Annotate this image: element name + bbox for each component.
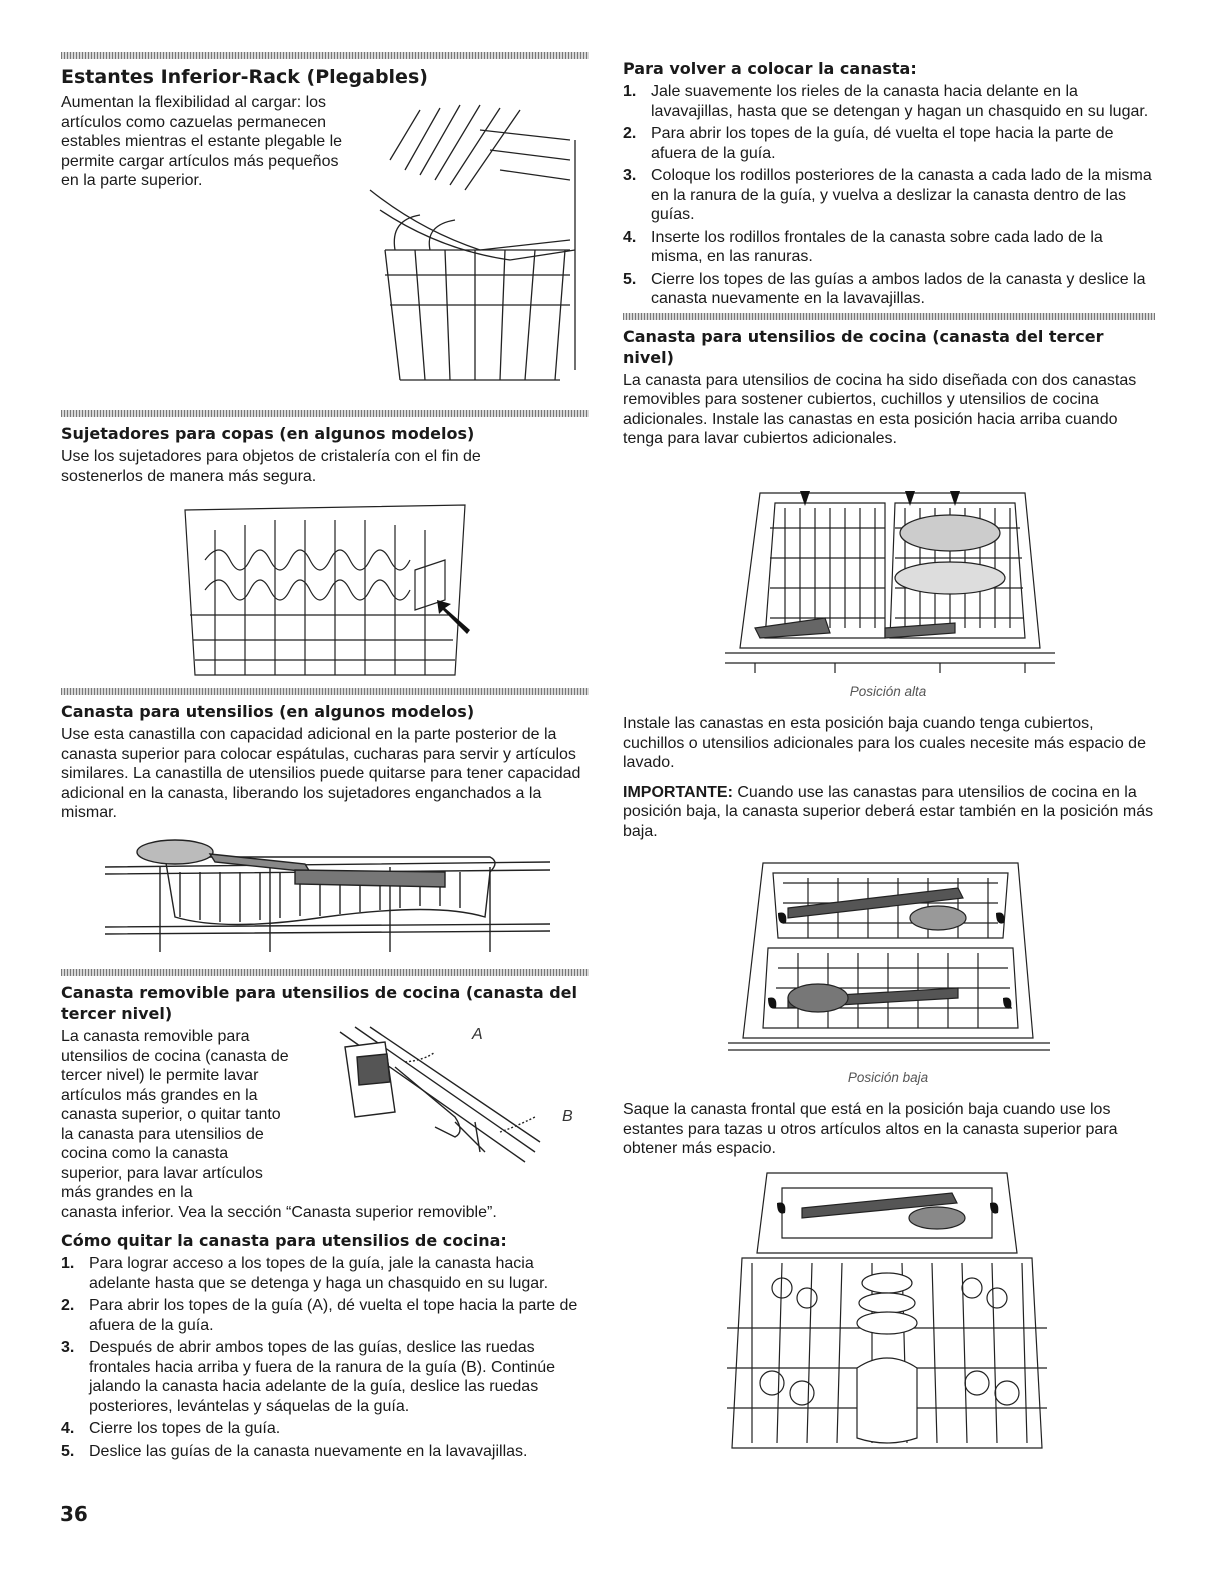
right-column-sec2-end [623,1070,1155,1159]
subsection-title: Cómo quitar la canasta para utensilios de cocina: [61,1231,507,1250]
right-column [623,58,1155,449]
section-body: Use los sujetadores para objetos de cristalería con el fin de sostenerlos de manera más segura. [61,448,481,485]
section-title: Para volver a colocar la canasta: [623,59,917,78]
section-body-wrapped: La canasta removible para utensilios de cocina (canasta de tercer nivel) le permite lavar artículos más grandes en la canasta superior, o quitar tanto la canasta para utensilios de cocina como la canasta superior, para lavar artículos más grandes en la [61,1028,289,1201]
left-column-sec3 [61,688,589,823]
section-rule [623,313,1155,320]
replace-steps-list [623,82,1155,309]
list-item: 2. Para abrir los topes de la guía, dé vuelta el tope hacia la parte de afuera de la guía. [623,125,1114,162]
section-rule [61,688,589,695]
list-item: 3. Coloque los rodillos posteriores de la canasta a cada lado de la misma en la ranura de la guía, y vuelva a deslizar la canasta dentro de las guías. [623,167,1152,223]
cup-clips-rack-illustration [175,500,475,680]
utensil-basket-illustration [105,832,550,957]
section-body: Aumentan la flexibilidad al cargar: los artículos como cazuelas permanecen estables mientras el estante plegable le permite cargar artículos más pequeños en la parte superior. [61,94,343,189]
section-rule [61,410,589,417]
left-column-sec2 [61,410,589,486]
section-rule [61,52,589,59]
list-item: 4. Inserte los rodillos frontales de la canasta sobre cada lado de la misma, en las ranuras. [623,228,1103,265]
section-title: Sujetadores para copas (en algunos modelos) [61,424,475,443]
list-item: 1. Para lograr acceso a los topes de la guía, jale la canasta hacia adelante hasta que se detenga y haga un chasquido en su lugar. [61,1255,549,1292]
page-number: 36 [60,1502,88,1526]
section-body: Use esta canastilla con capacidad adicional en la parte posterior de la canasta superior para colocar espátulas, cucharas para servir y artículos similares. La canastilla de utensilios puede quitarse para tener capacidad adicional en la canasta, liberando los sujetadores enganchados a la mismar. [61,726,581,821]
section-body: Saque la canasta frontal que está en la posición baja cuando use los estantes para tazas u otros artículos altos en la canasta superior para obtener más espacio. [623,1101,1118,1157]
cutlery-basket-low-illustration [728,858,1050,1058]
section-title: Canasta para utensilios de cocina (canasta del tercer nivel) [623,326,1104,367]
right-column-sec2-cont [623,684,1155,841]
section-title: Canasta removible para utensilios de cocina (canasta del tercer nivel) [61,983,577,1023]
list-item: 5. Deslice las guías de la canasta nuevamente en la lavavajillas. [61,1442,528,1460]
important-text: Cuando use las canastas para utensilios de cocina en la posición baja, la canasta superior deberá estar también en la posición más baja. [623,783,1154,840]
figure-caption: Posición baja [847,1070,929,1085]
important-note [623,783,1155,842]
list-item: 5. Cierre los topes de las guías a ambos lados de la canasta y deslice la canasta nuevamente en la lavavajillas. [623,270,1146,307]
guide-stop-illustration [335,1022,545,1172]
label-b: B [562,1108,573,1125]
cutlery-basket-high-illustration [725,488,1055,678]
label-a: A [472,1026,483,1043]
section-title: Canasta para utensilios (en algunos modelos) [61,702,475,721]
section-title: Estantes Inferior-Rack (Plegables) [61,66,428,88]
list-item: 3. Después de abrir ambos topes de las guías, deslice las ruedas frontales hacia arriba y fuera de la ranura de la guía (B). Continúe jalando la canasta hacia adelante de la guía, deslice las ruedas posteriores, levántelas y sáquelas de la guía. [61,1339,556,1415]
removal-steps-list [61,1254,589,1461]
figure-caption: Posición alta [849,684,927,699]
list-item: 2. Para abrir los topes de la guía (A), dé vuelta el tope hacia la parte de afuera de la guía. [61,1297,578,1334]
section-body: Instale las canastas en esta posición baja cuando tenga cubiertos, cuchillos o utensilios adicionales para los cuales necesite más espacio de lavado. [623,715,1146,771]
section-body-continued: canasta inferior. Vea la sección “Canasta superior removible”. [61,1203,497,1221]
list-item: 1. Jale suavemente los rieles de la canasta hacia delante en la lavavajillas, hasta que se detengan y hagan un chasquido en su lugar. [623,83,1149,120]
list-item: 4. Cierre los topes de la guía. [61,1420,281,1437]
section-body: La canasta para utensilios de cocina ha sido diseñada con dos canastas removibles para sostener cubiertos, cuchillos y utensilios de cocina adicionales. Instale las canastas en esta posición hacia arriba cuando tenga para lavar cubiertos adicionales. [623,371,1137,447]
section-rule [61,969,589,976]
important-label: IMPORTANTE: [623,783,733,801]
dishwasher-racks-illustration [722,1168,1052,1453]
folding-rack-illustration [360,100,585,385]
